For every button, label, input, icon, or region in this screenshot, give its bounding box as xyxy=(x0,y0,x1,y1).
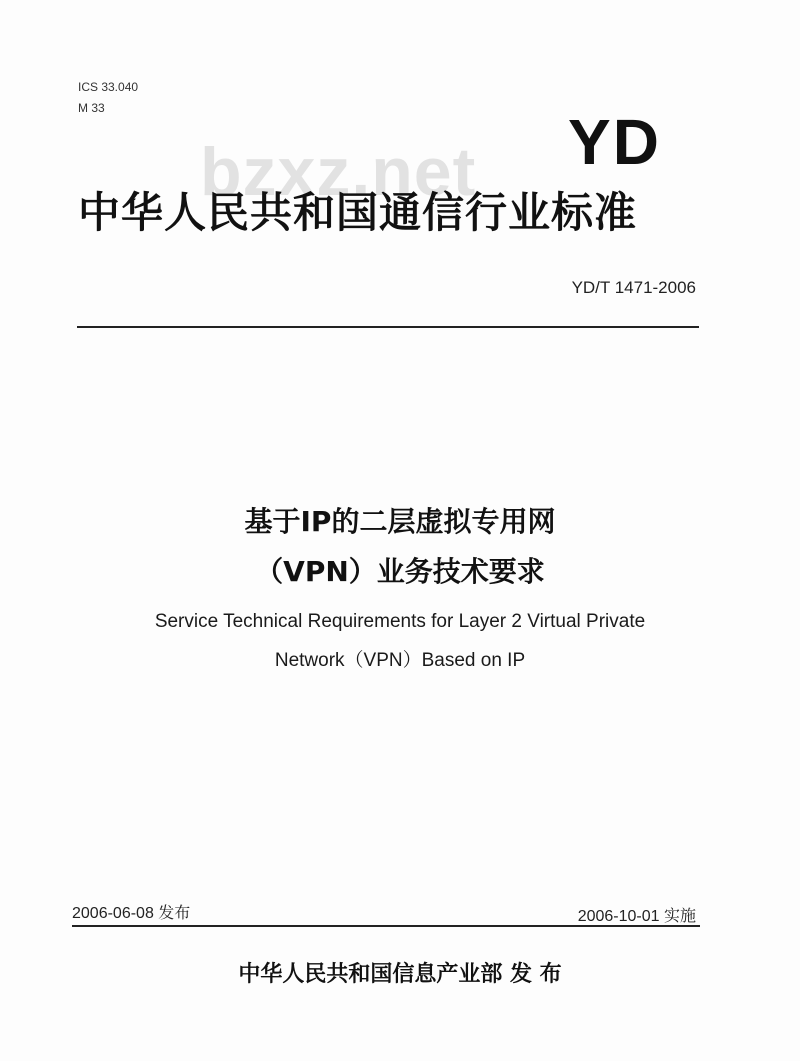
header-divider xyxy=(77,326,699,328)
yd-logo: YD xyxy=(568,106,661,178)
ics-code: ICS 33.040 xyxy=(78,80,139,94)
classification-code: M 33 xyxy=(78,101,105,115)
issuing-authority: 中华人民共和国信息产业部 发 布 xyxy=(238,961,562,987)
standard-number: YD/T 1471-2006 xyxy=(571,278,696,297)
chinese-title-line-1: 基于IP的二层虚拟专用网 xyxy=(244,505,556,538)
watermark: bzxz.net xyxy=(200,134,477,210)
issue-date: 2006-06-08 发布 xyxy=(72,905,191,922)
effective-date: 2006-10-01 实施 xyxy=(577,908,696,925)
footer-divider xyxy=(72,925,700,927)
chinese-title-line-2: （VPN）业务技术要求 xyxy=(255,555,545,588)
english-title-line-1: Service Technical Requirements for Layer 2 Virtual Private xyxy=(154,611,646,632)
standard-category-title: 中华人民共和国通信行业标准 xyxy=(78,188,638,237)
english-title-line-2: Network（VPN）Based on IP xyxy=(274,650,526,671)
